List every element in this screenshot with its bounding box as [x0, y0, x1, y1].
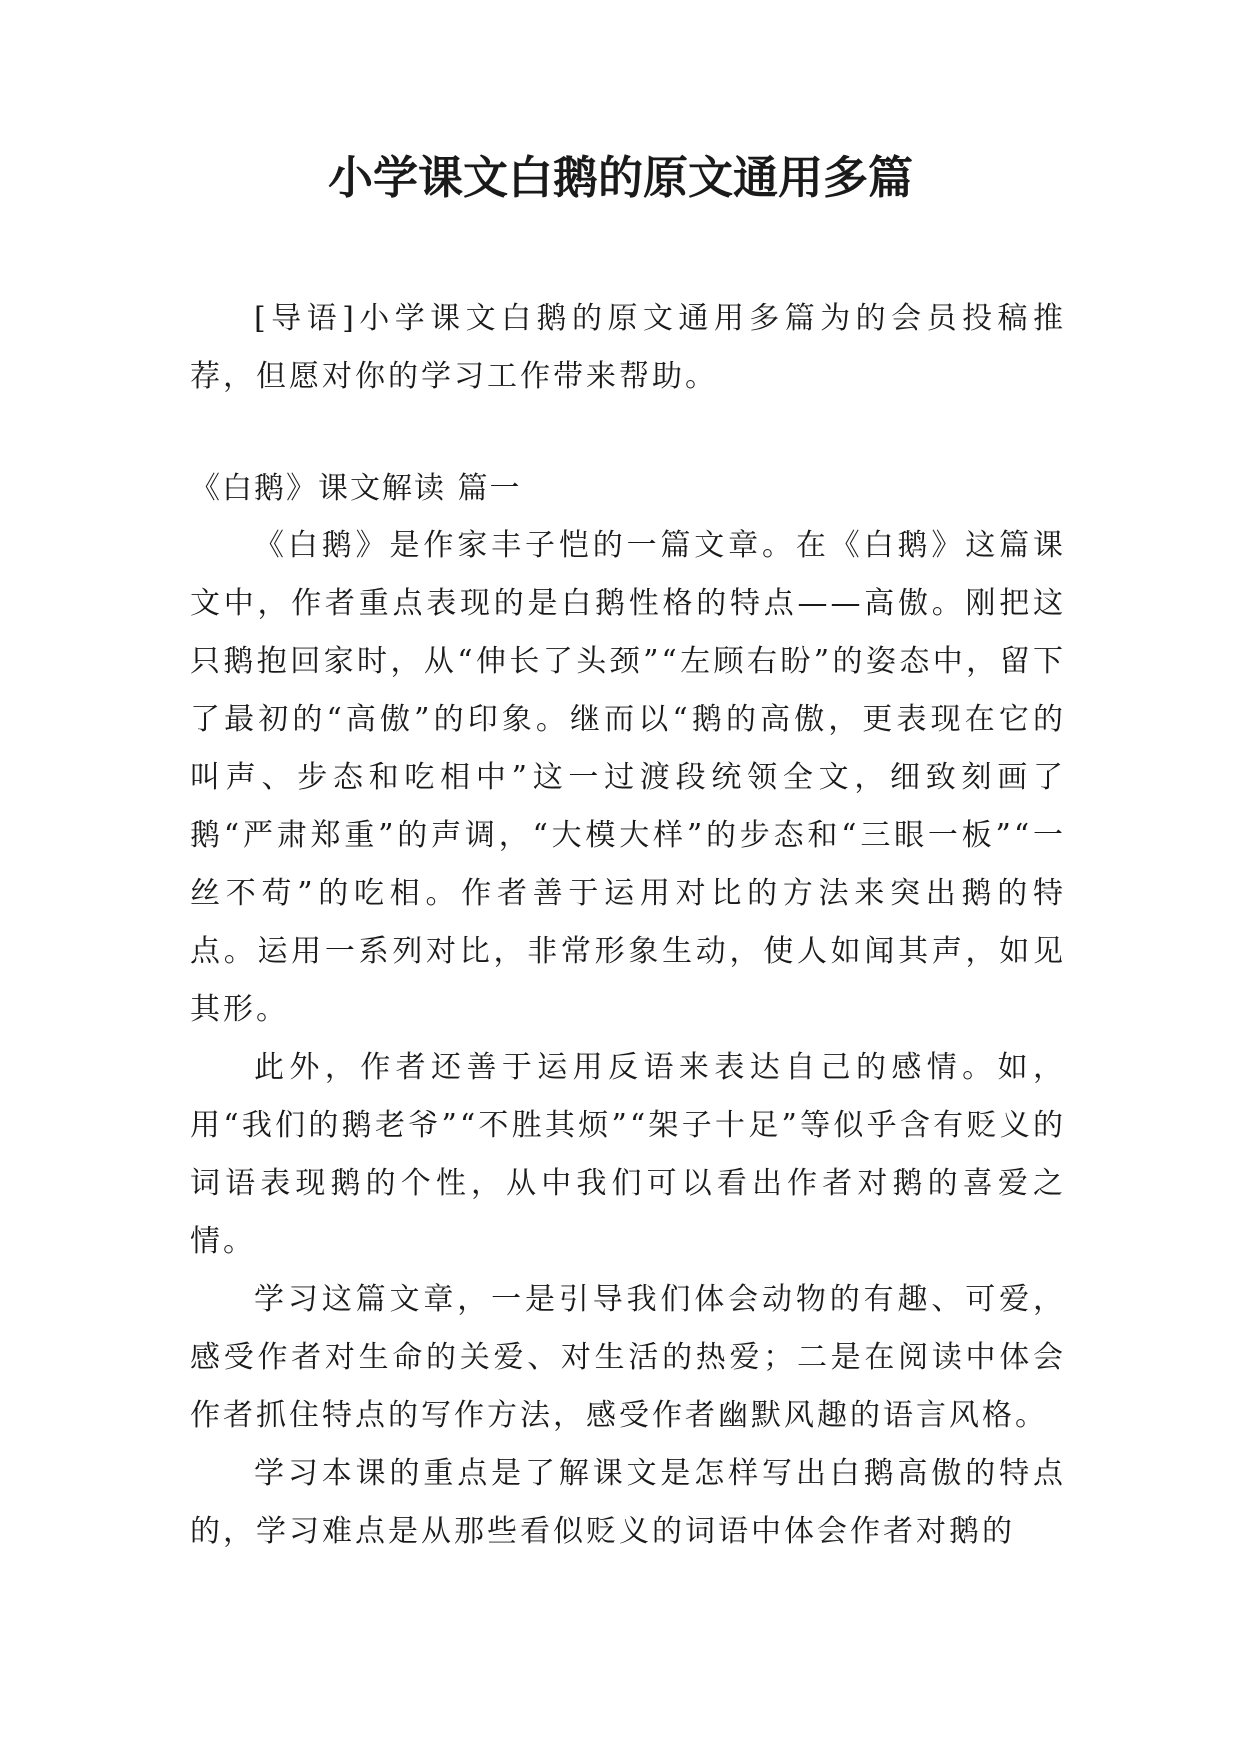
body-paragraph: 此外，作者还善于运用反语来表达自己的感情。如，用“我们的鹅老爷”“不胜其烦”“架子十足”等似乎含有贬义的词语表现鹅的个性，从中我们可以看出作者对鹅的喜爱之情。	[190, 1050, 1066, 1259]
article-body	[190, 517, 1066, 1561]
page-title: 小学课文白鹅的原文通用多篇	[327, 151, 913, 204]
body-paragraph: 学习本课的重点是了解课文是怎样写出白鹅高傲的特点的，学习难点是从那些看似贬义的词语中体会作者对鹅的	[190, 1456, 1066, 1549]
section-heading: 《白鹅》课文解读 篇一	[190, 471, 522, 506]
body-paragraph: 《白鹅》是作家丰子恺的一篇文章。在《白鹅》这篇课文中，作者重点表现的是白鹅性格的特点——高傲。刚把这只鹅抱回家时，从“伸长了头颈”“左顾右盼”的姿态中，留下了最初的“高傲”的印象。继而以“鹅的高傲，更表现在它的叫声、步态和吃相中”这一过渡段统领全文，细致刻画了鹅“严肃郑重”的声调，“大模大样”的步态和“三眼一板”“一丝不苟”的吃相。作者善于运用对比的方法来突出鹅的特点。运用一系列对比，非常形象生动，使人如闻其声，如见其形。	[190, 528, 1066, 1027]
intro-paragraph: [导语]小学课文白鹅的原文通用多篇为的会员投稿推荐，但愿对你的学习工作带来帮助。	[190, 301, 1066, 394]
body-paragraph: 学习这篇文章，一是引导我们体会动物的有趣、可爱，感受作者对生命的关爱、对生活的热爱；二是在阅读中体会作者抓住特点的写作方法，感受作者幽默风趣的语言风格。	[190, 1282, 1066, 1433]
